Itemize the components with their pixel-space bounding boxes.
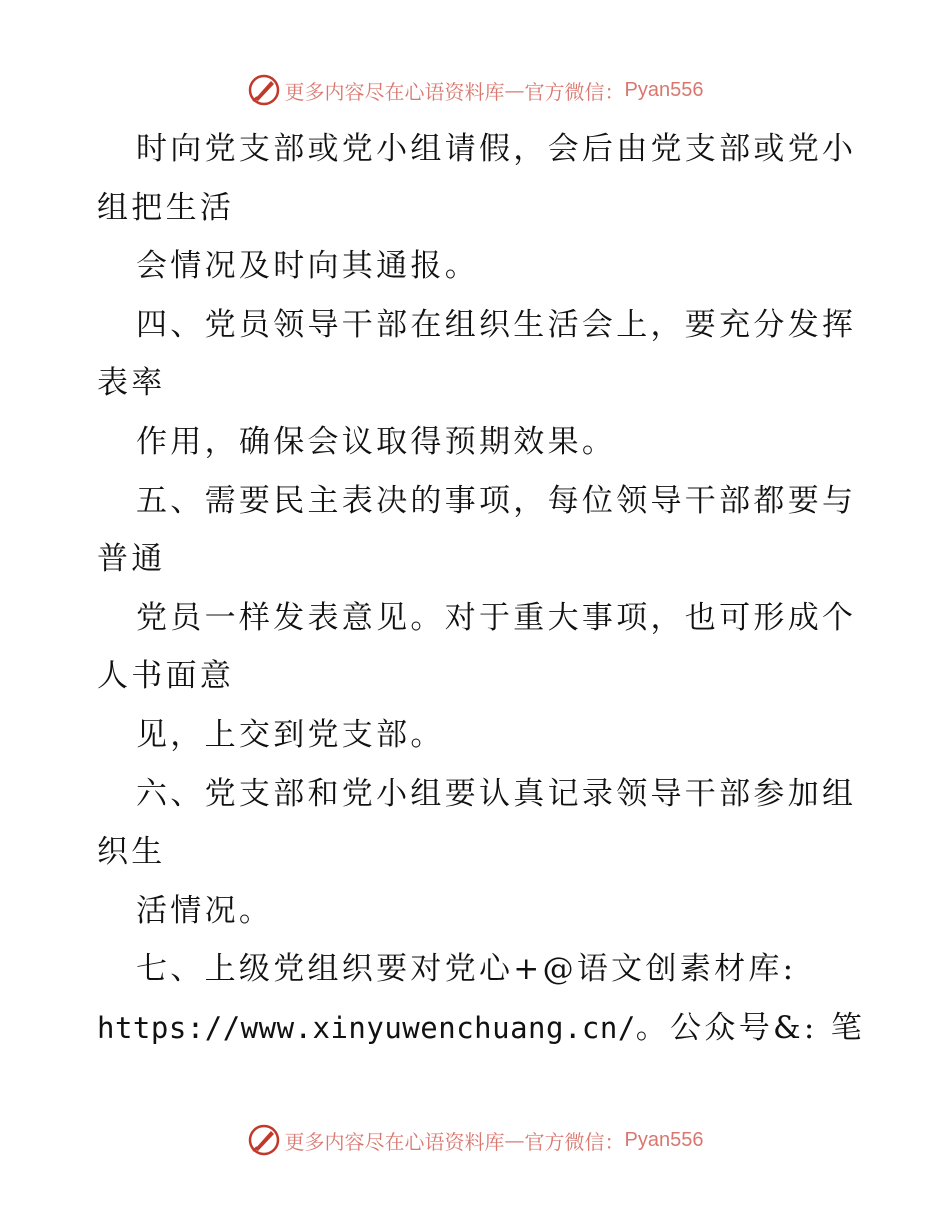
document-body — [97, 120, 866, 1058]
footer-watermark — [0, 1122, 950, 1158]
text-line: 普通 — [97, 541, 166, 578]
watermark-text: 更多内容尽在心语资料库 — [284, 1129, 505, 1154]
resource-link[interactable]: https://www.xinyuwenchuang.cn/ — [97, 1010, 636, 1045]
text-line: 党员一样发表意见。对于重大事项，也可形成个 — [136, 599, 857, 636]
watermark-wechat-label: 官方微信： — [524, 1129, 625, 1154]
text-line: 七、上级党组织要对党心+@语文创素材库: — [136, 951, 797, 988]
text-line: 时向党支部或党小组请假，会后由党支部或党小 — [136, 131, 857, 167]
url-suffix: 。公众号&: 笔 — [635, 1009, 866, 1046]
watermark-text: 更多内容尽在心语资料库 — [284, 79, 505, 104]
url-line — [97, 999, 866, 1058]
watermark-wechat-id: Pyan556 — [624, 78, 704, 101]
header-watermark — [0, 72, 950, 108]
watermark-separator: — — [504, 78, 525, 102]
text-line: 织生 — [97, 834, 166, 871]
text-line: 组把生活 — [97, 189, 235, 226]
watermark-wechat-label: 官方微信： — [524, 79, 625, 104]
text-line: 表率 — [97, 365, 166, 402]
text-line: 见，上交到党支部。 — [136, 716, 445, 753]
text-line: 六、党支部和党小组要认真记录领导干部参加组 — [136, 775, 857, 812]
text-line: 五、需要民主表决的事项，每位领导干部都要与 — [136, 482, 857, 519]
text-line: 四、党员领导干部在组织生活会上，要充分发挥 — [136, 306, 857, 343]
text-line: 作用，确保会议取得预期效果。 — [136, 423, 617, 460]
watermark-separator: — — [504, 1128, 525, 1152]
text-line: 会情况及时向其通报。 — [136, 248, 479, 285]
quill-logo-icon — [247, 1123, 281, 1157]
text-line: 活情况。 — [136, 892, 274, 929]
text-line: 人书面意 — [97, 658, 235, 695]
watermark-wechat-id: Pyan556 — [624, 1128, 704, 1151]
quill-logo-icon — [247, 73, 281, 107]
